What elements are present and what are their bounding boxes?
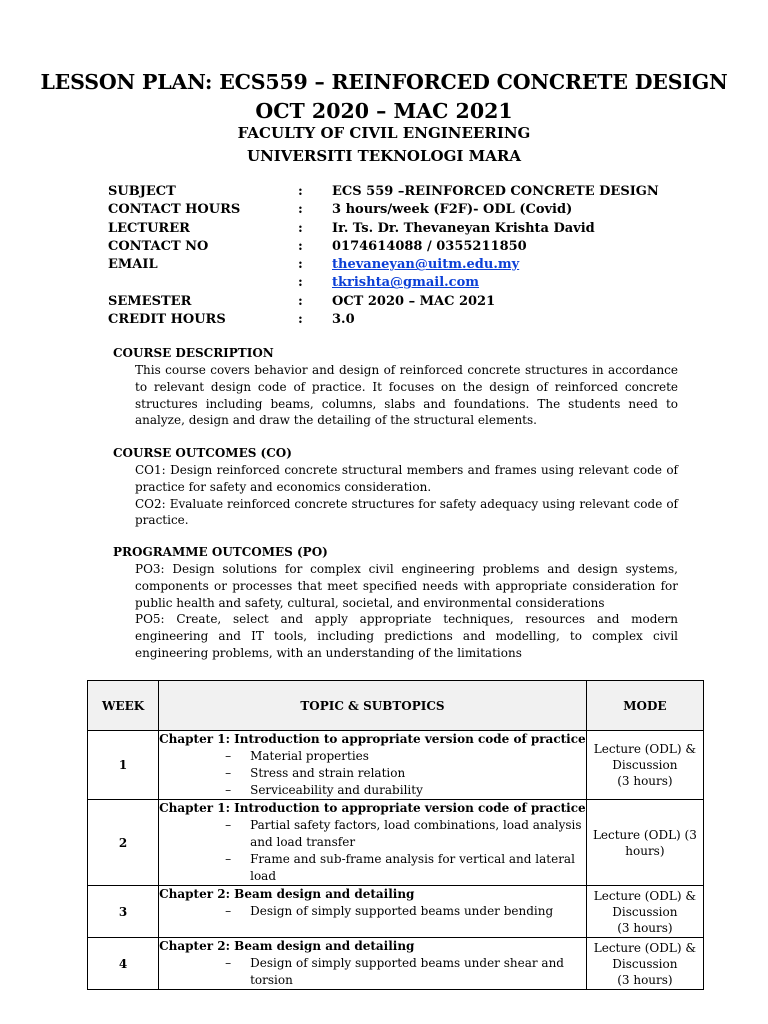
programme-outcomes-title: PROGRAMME OUTCOMES (PO) [113, 545, 328, 559]
info-label: SEMESTER [108, 293, 192, 309]
info-row-contact-hours [108, 202, 668, 220]
info-row-semester [108, 294, 668, 312]
info-label: SUBJECT [108, 184, 176, 199]
table-row [88, 731, 704, 800]
topic-header: TOPIC & SUBTOPICS [159, 681, 587, 731]
mode-cell [586, 886, 703, 938]
subtopic-list [159, 817, 586, 885]
mode-cell [586, 800, 703, 886]
info-row-email [108, 257, 668, 275]
document-title: LESSON PLAN: ECS559 – REINFORCED CONCRETE DESIGN [40, 70, 728, 94]
mode-line: (3 hours) [617, 774, 673, 788]
faculty-name: FACULTY OF CIVIL ENGINEERING [237, 124, 531, 142]
info-row-credit-hours [108, 312, 668, 330]
table-row [88, 938, 704, 990]
topic-cell [159, 800, 587, 886]
chapter-title: Chapter 1: Introduction to appropriate version code of practice [159, 732, 586, 746]
programme-outcome-po5: PO5: Create, select and apply appropriate techniques, resources and modern engineering and IT tools, including predictions and modelling, to complex civil engineering problems, with an understanding of the limitations [135, 612, 678, 660]
subtopic-list [159, 748, 586, 799]
mode-line: Lecture (ODL) (3 [592, 827, 697, 842]
info-label: CONTACT NO [108, 238, 209, 254]
week-cell: 3 [88, 886, 159, 938]
email-link-uitm[interactable]: thevaneyan@uitm.edu.my [332, 257, 520, 273]
info-colon: : [298, 293, 303, 309]
programme-outcomes-list [135, 561, 678, 662]
chapter-title: Chapter 2: Beam design and detailing [159, 887, 415, 901]
mode-line: Lecture (ODL) & [593, 742, 697, 756]
info-label: CONTACT HOURS [108, 202, 241, 218]
info-colon: : [298, 312, 303, 328]
subtopic-item: – Material properties [225, 748, 586, 765]
mode-line: Discussion [612, 904, 678, 919]
mode-line: Discussion [612, 956, 678, 971]
table-header-row [88, 681, 704, 731]
table-row [88, 800, 704, 886]
credit-hours-value: 3.0 [332, 312, 355, 328]
info-label: LECTURER [108, 220, 190, 236]
info-row-subject [108, 184, 668, 202]
mode-line: (3 hours) [617, 920, 673, 935]
semester-value: OCT 2020 – MAC 2021 [332, 293, 496, 309]
subtopic-item: – Frame and sub-frame analysis for vertical and lateral load [225, 851, 586, 885]
email-link-gmail[interactable]: tkrishta@gmail.com [332, 275, 480, 291]
mode-cell [586, 731, 703, 800]
table-row [88, 886, 704, 938]
subtopic-item: – Partial safety factors, load combinations, load analysis and load transfer [225, 817, 586, 851]
mode-header: MODE [586, 681, 703, 731]
info-colon: : [298, 238, 303, 254]
mode-line: Discussion [612, 758, 678, 772]
course-info [108, 184, 668, 330]
course-description-paragraph: This course covers behavior and design of reinforced concrete structures in accordance to relevant design code of practice. It focuses on the design of reinforced concrete structures including beams, columns, slabs and foundations. The students need to analyze, design and draw the detailing of the structural elements. [135, 363, 678, 428]
mode-line: (3 hours) [617, 972, 673, 987]
week-cell: 1 [88, 731, 159, 800]
info-label: CREDIT HOURS [108, 312, 226, 328]
info-row-contact-no [108, 239, 668, 257]
subtopic-item: – Stress and strain relation [225, 765, 586, 782]
info-label: EMAIL [108, 257, 158, 273]
info-colon: : [298, 257, 303, 273]
university-name: UNIVERSITI TEKNOLOGI MARA [246, 147, 521, 165]
mode-cell [586, 938, 703, 990]
subtopic-item: – Design of simply supported beams under bending [225, 903, 586, 920]
week-cell: 4 [88, 938, 159, 990]
info-colon: : [298, 220, 303, 236]
week-header: WEEK [88, 681, 159, 731]
programme-outcome-po3: PO3: Design solutions for complex civil engineering problems and design systems, components or processes that meet specified needs with appropriate consideration for public health and safety, cultural, societal, and environmental considerations [135, 562, 678, 610]
course-outcomes-list [135, 462, 678, 529]
subtopic-list [159, 955, 586, 989]
mode-line: hours) [625, 843, 665, 858]
info-colon: : [298, 202, 303, 218]
session-title: OCT 2020 – MAC 2021 [255, 99, 513, 123]
lesson-plan-table [87, 680, 704, 990]
chapter-title: Chapter 1: Introduction to appropriate version code of practice [159, 801, 586, 815]
topic-cell [159, 938, 587, 990]
info-row-lecturer [108, 221, 668, 239]
info-row-email-2 [108, 275, 668, 293]
subject-value: ECS 559 –REINFORCED CONCRETE DESIGN [332, 184, 659, 199]
mode-line: Lecture (ODL) & [593, 940, 697, 955]
lecturer-value: Ir. Ts. Dr. Thevaneyan Krishta David [332, 220, 595, 236]
course-description-text [135, 362, 678, 429]
course-outcome-co2: CO2: Evaluate reinforced concrete structures for safety adequacy using relevant code of practice. [135, 496, 678, 528]
subtopic-item: – Design of simply supported beams under shear and torsion [225, 955, 586, 989]
mode-line: Lecture (ODL) & [593, 888, 697, 903]
course-outcome-co1: CO1: Design reinforced concrete structural members and frames using relevant code of practice for safety and economics consideration. [135, 463, 678, 494]
topic-cell [159, 886, 587, 938]
contact-no-value: 0174614088 / 0355211850 [332, 238, 527, 254]
subtopic-list [159, 903, 586, 920]
course-outcomes-title: COURSE OUTCOMES (CO) [113, 446, 292, 460]
subtopic-item: – Serviceability and durability [225, 782, 586, 799]
info-colon: : [298, 184, 303, 199]
contact-hours-value: 3 hours/week (F2F)- ODL (Covid) [332, 202, 573, 218]
course-description-title: COURSE DESCRIPTION [113, 346, 274, 360]
chapter-title: Chapter 2: Beam design and detailing [159, 939, 415, 953]
topic-cell [159, 731, 587, 800]
info-colon: : [298, 275, 303, 291]
week-cell: 2 [88, 800, 159, 886]
